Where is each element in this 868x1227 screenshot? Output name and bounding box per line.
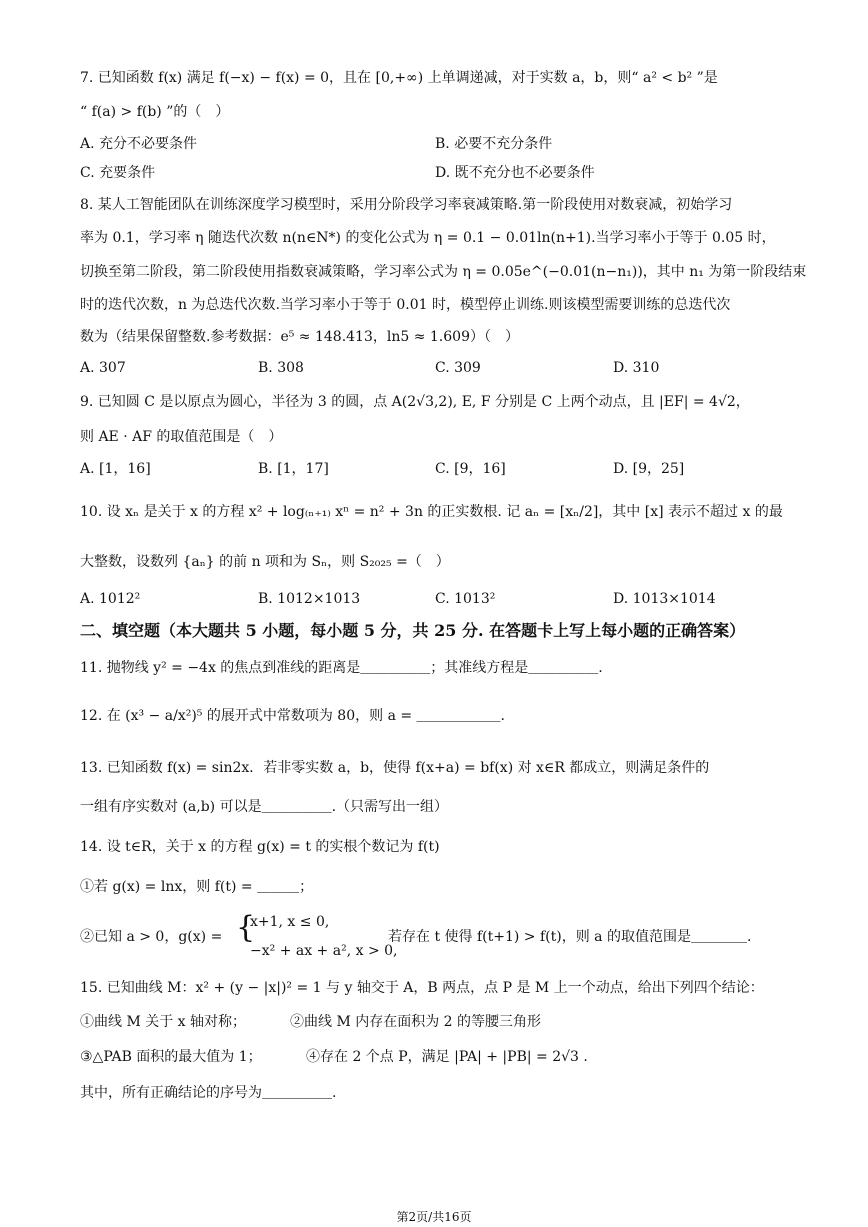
q15-line1: 15. 已知曲线 M：x² + (y − |x|)² = 1 与 y 轴交于 A，B 两点，点 P 是 M 上一个动点，给出下列四个结论： [80,980,764,996]
q9-option-b: B. [1，17] [258,461,329,477]
q9-option-c: C. [9，16] [435,461,506,477]
q8-option-d: D. 310 [613,360,660,376]
q10-option-d: D. 1013×1014 [613,591,716,607]
q12-line: 12. 在 (x³ − a/x²)⁵ 的展开式中常数项为 80，则 a = ＿＿＿＿＿＿. [80,708,506,724]
q7-option-b: B. 必要不充分条件 [435,136,553,152]
q10-line1: 10. 设 xₙ 是关于 x 的方程 x² + log₍ₙ₊₁₎ xⁿ = n² + 3n 的正实数根. 记 aₙ = [xₙ/2]，其中 [x] 表示不超过 x 的最 [80,504,783,520]
q9-option-a: A. [1，16] [80,461,151,477]
q9-option-d: D. [9，25] [613,461,685,477]
q9-line1: 9. 已知圆 C 是以原点为圆心，半径为 3 的圆，点 A(2√3,2), E, F 分别是 C 上两个动点，且 |EF| = 4√2， [80,394,750,410]
q8-line2: 率为 0.1，学习率 η 随迭代次数 n(n∈N*) 的变化公式为 η = 0.1 − 0.01ln(n+1).当学习率小于等于 0.05 时， [80,230,776,246]
q7-option-d: D. 既不充分也不必要条件 [435,165,595,181]
q8-line5: 数为（结果保留整数.参考数据：e⁵ ≈ 148.413，ln5 ≈ 1.609）（ ） [80,329,519,345]
section-heading: 二、填空题（本大题共 5 小题，每小题 5 分，共 25 分. 在答题卡上写上每小题的正确答案） [80,621,746,640]
q10-option-b: B. 1012×1013 [258,591,361,607]
q13-line2: 一组有序实数对 (a,b) 可以是＿＿＿＿＿.（只需写出一组） [80,799,449,815]
q14-line3-start: ②已知 a > 0，g(x) = [80,929,223,945]
q14-line1: 14. 设 t∈R，关于 x 的方程 g(x) = t 的实根个数记为 f(t) [80,839,440,855]
q8-line4: 时的迭代次数，n 为总迭代次数.当学习率小于等于 0.01 时，模型停止训练.则该模型需要训练的总迭代次 [80,297,731,313]
q14-line3-end: 若存在 t 使得 f(t+1) > f(t)，则 a 的取值范围是＿＿＿＿. [388,929,752,945]
q11-line: 11. 抛物线 y² = −4x 的焦点到准线的距离是＿＿＿＿＿；其准线方程是＿＿＿＿＿. [80,660,603,676]
q8-line1: 8. 某人工智能团队在训练深度学习模型时，采用分阶段学习率衰减策略.第一阶段使用对数衰减，初始学习 [80,197,733,213]
q15-statement-1: ①曲线 M 关于 x 轴对称； [80,1014,247,1030]
q14-case2: −x² + ax + a², x > 0, [250,943,398,959]
q14-brace: { [236,910,256,945]
q8-line3: 切换至第二阶段，第二阶段使用指数衰减策略，学习率公式为 η = 0.05e^(−0.01(n−n₁))，其中 n₁ 为第一阶段结束 [80,264,807,280]
q15-statement-3: ③△PAB 面积的最大值为 1； [80,1049,262,1065]
q7-line1: 7. 已知函数 f(x) 满足 f(−x) − f(x) = 0，且在 [0,+∞) 上单调递减，对于实数 a，b，则“ a² < b² ”是 [80,70,718,86]
q10-option-a: A. 1012² [80,591,141,607]
q7-line2: “ f(a) > f(b) ”的（ ） [80,104,230,120]
q10-line2: 大整数，设数列 {aₙ} 的前 n 项和为 Sₙ，则 S₂₀₂₅ =（ ） [80,554,450,570]
q8-option-c: C. 309 [435,360,481,376]
q15-statement-2: ②曲线 M 内存在面积为 2 的等腰三角形 [290,1014,542,1030]
page-footer: 第2页/共16页 [396,1210,472,1224]
q14-line2: ①若 g(x) = lnx，则 f(t) = ＿＿＿； [80,879,314,895]
q7-option-c: C. 充要条件 [80,165,156,181]
q7-option-a: A. 充分不必要条件 [80,136,198,152]
q15-line4: 其中，所有正确结论的序号为＿＿＿＿＿. [80,1085,337,1101]
q13-line1: 13. 已知函数 f(x) = sin2x．若非零实数 a，b，使得 f(x+a) = bf(x) 对 x∈R 都成立，则满足条件的 [80,760,710,776]
q9-line2: 则 AE · AF 的取值范围是（ ） [80,429,283,445]
q8-option-a: A. 307 [80,360,126,376]
q15-statement-4: ④存在 2 个点 P，满足 |PA| + |PB| = 2√3 . [306,1049,588,1065]
q14-case1: x+1, x ≤ 0, [250,914,330,930]
q8-option-b: B. 308 [258,360,304,376]
q10-option-c: C. 1013² [435,591,496,607]
